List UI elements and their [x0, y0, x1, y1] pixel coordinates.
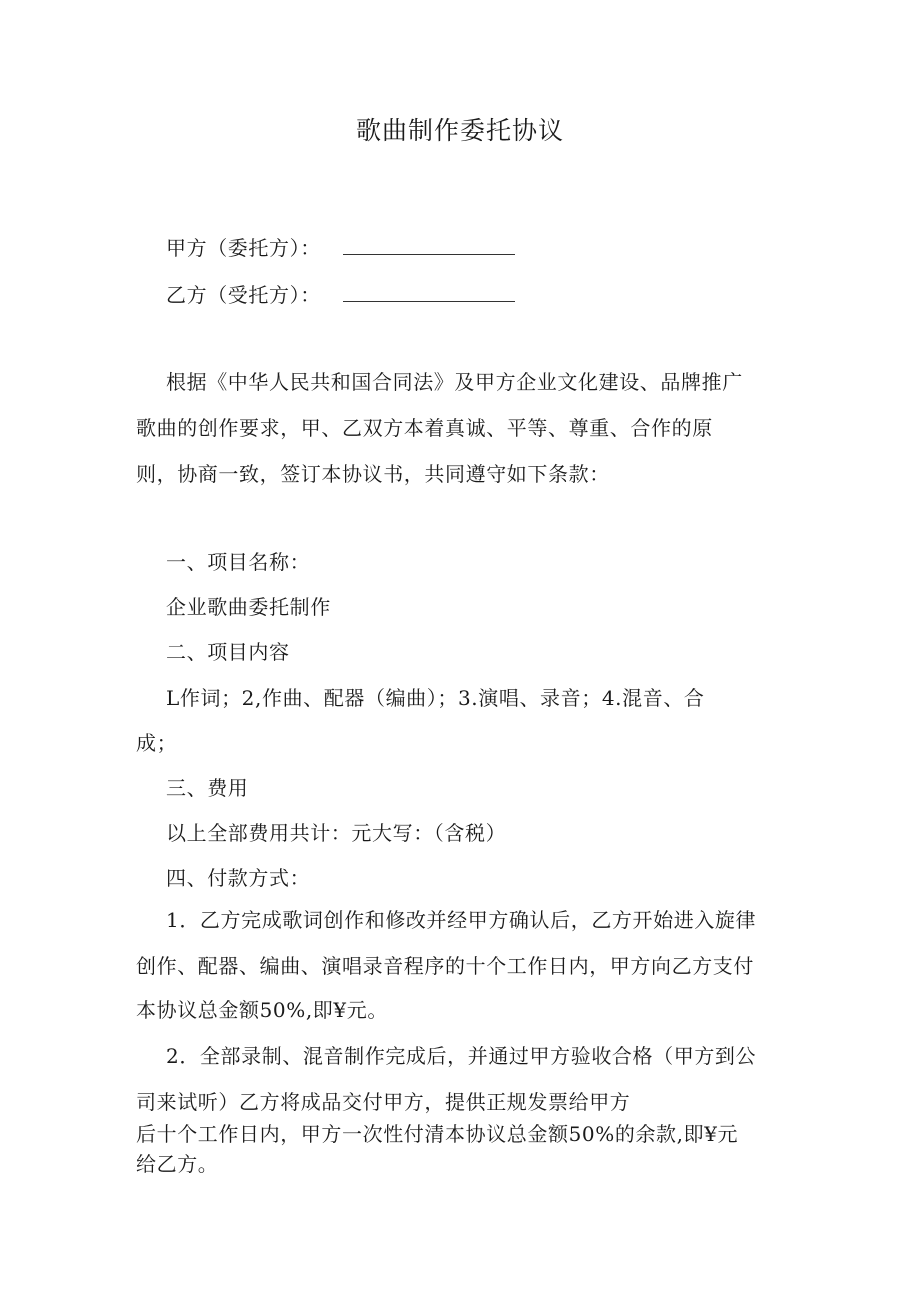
payment-item-2-line-3: 后十个工作日内，甲方一次性付清本协议总金额50%的余款,即¥元	[136, 1122, 739, 1146]
section-2-body-line-1: L作词；2,作曲、配器（编曲）；3.演唱、录音；4.混音、合	[166, 686, 705, 710]
party-a-label: 甲方（委托方）：	[166, 236, 321, 260]
section-1-heading: 一、项目名称：	[166, 550, 311, 574]
party-b-line	[166, 283, 515, 307]
party-a-blank	[343, 239, 515, 255]
section-1-body: 企业歌曲委托制作	[166, 595, 331, 619]
preamble-line-2: 歌曲的创作要求，甲、乙双方本着真诚、平等、尊重、合作的原	[136, 416, 713, 440]
payment-item-1-line-2: 创作、配器、编曲、演唱录音程序的十个工作日内，甲方向乙方支付	[136, 954, 754, 978]
section-2-heading: 二、项目内容	[166, 640, 290, 664]
party-a-line	[166, 236, 515, 260]
payment-item-2-line-4: 给乙方。	[136, 1152, 219, 1176]
payment-item-1-line-1: 1．乙方完成歌词创作和修改并经甲方确认后，乙方开始进入旋律	[166, 908, 757, 932]
section-3-heading: 三、费用	[166, 776, 249, 800]
payment-item-2-line-1: 2．全部录制、混音制作完成后，并通过甲方验收合格（甲方到公	[166, 1044, 757, 1068]
document-title: 歌曲制作委托协议	[355, 116, 564, 145]
section-4-heading: 四、付款方式：	[166, 866, 311, 890]
section-3-body: 以上全部费用共计：元大写：（含税）	[166, 821, 507, 845]
party-b-label: 乙方（受托方）：	[166, 283, 321, 307]
section-2-body-line-2: 成；	[136, 731, 178, 755]
payment-item-1-line-3: 本协议总金额50%,即¥元。	[136, 998, 388, 1022]
preamble-line-3: 则，协商一致，签订本协议书，共同遵守如下条款：	[136, 462, 610, 486]
payment-item-2-line-2: 司来试听）乙方将成品交付甲方，提供正规发票给甲方	[136, 1090, 631, 1114]
preamble-line-1: 根据《中华人民共和国合同法》及甲方企业文化建设、品牌推广	[166, 370, 743, 394]
party-b-blank	[343, 286, 515, 302]
